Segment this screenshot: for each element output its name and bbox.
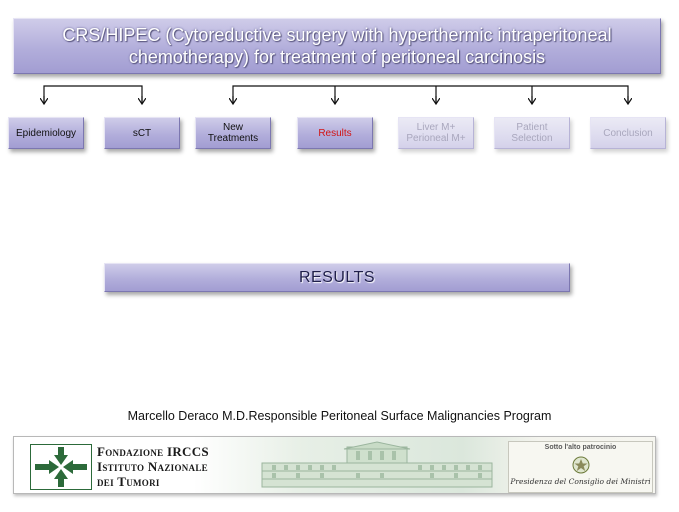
- node-label: Conclusion: [603, 127, 653, 139]
- node-label: Epidemiology: [15, 127, 77, 139]
- node-patient-selection[interactable]: [494, 117, 570, 149]
- right-bracket-line: [233, 86, 628, 104]
- institute-logo: [30, 444, 92, 490]
- institution-line-1: Fondazione IRCCS: [97, 444, 209, 459]
- node-epidemiology[interactable]: [8, 117, 84, 149]
- results-heading-bar: [104, 263, 570, 292]
- patronage-top-text: Sotto l'alto patrocinio: [544, 444, 617, 451]
- patronage-bottom-text: Presidenza del Consiglio dei Ministri: [510, 477, 651, 486]
- node-label: Liver M+ Perioneal M+: [406, 122, 466, 144]
- left-bracket-line: [44, 86, 142, 104]
- institution-line-3: dei Tumori: [97, 474, 160, 489]
- left-bracket: [44, 86, 142, 104]
- node-label: sCT: [132, 127, 152, 139]
- building-image: [252, 441, 502, 491]
- main-title: CRS/HIPEC (Cytoreductive surgery with hyperthermic intraperitoneal chemotherapy) for treatment of peritoneal carcinosis: [62, 25, 612, 67]
- right-bracket: [233, 86, 628, 104]
- institution-line-2: Istituto Nazionale: [97, 459, 208, 474]
- node-label: New Treatments: [207, 122, 259, 144]
- node-results[interactable]: [297, 117, 373, 149]
- node-label: Patient Selection: [511, 122, 553, 144]
- patronage-box: [508, 441, 653, 493]
- node-label: Results: [318, 127, 352, 139]
- author-line: Marcello Deraco M.D.Responsible Peritoneal Surface Malignancies Program: [127, 409, 552, 423]
- results-heading: RESULTS: [298, 268, 376, 286]
- node-new-treatments[interactable]: [195, 117, 271, 149]
- node-liver-peritoneal[interactable]: [398, 117, 474, 149]
- institution-name: [97, 445, 209, 490]
- republic-emblem-icon: [571, 454, 591, 476]
- node-sct[interactable]: [104, 117, 180, 149]
- node-conclusion[interactable]: [590, 117, 666, 149]
- arrows-logo-icon: [31, 445, 91, 489]
- institution-banner: [13, 436, 656, 494]
